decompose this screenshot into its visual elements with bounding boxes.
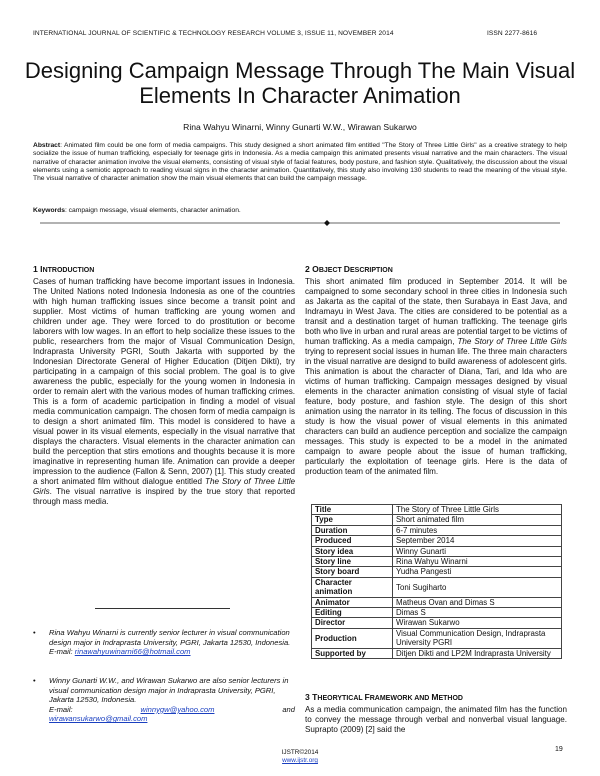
table-row [312, 557, 562, 567]
table-cell-value: 6-7 minutes [393, 525, 562, 535]
section-heading-object-description: 2 OBJECT DESCRIPTION [305, 264, 393, 274]
table-row [312, 628, 562, 648]
table-cell-role: Produced [312, 536, 393, 546]
table-row [312, 648, 562, 658]
table-cell-value: Toni Sugiharto [393, 577, 562, 597]
table-cell-role: Editing [312, 608, 393, 618]
table-cell-value: Yudha Pangesti [393, 567, 562, 577]
bullet-icon: • [33, 676, 36, 685]
keywords-label: Keywords [33, 207, 65, 214]
framework-text: As a media communication campaign, the animated film has the function to convey the message through verbal and nonverbal visual language. Suprapto (2009) [2] said the [305, 705, 567, 735]
introduction-text: Cases of human trafficking have become important issues in Indonesia. The United Nations noted Indonesia Indonesia as one of the countries with high human trafficking issues since become a transit point and supplier. Most victims of human trafficking are young women and children under age. They were forced to do prostitution or become laborers with low wages. In an effort to help socialize these issues to the public, researchers from the major of Visual Communication Design, Indraprasta University PGRI, South Jakarta with supported by the Indonesian Directorate General of Higher Education (Ditjen Dikti), try participating in a campaign of this social problem. The goal is to give awareness the public, especially for the young women in Indonesia in order to remain alert with the various modes of human trafficking crimes. This is a form of academic participation in finding a model of visual media communication campaign. The chosen form of media campaign is to design a short animated film. This model is considered to have a visual power in its visual elements, especially in the visual narrative that displays the characters. Visual elements in the character animation can build the perception that stirs emotions and thoughts because it is more imaginative in representing human life. Animation can provide a deeper impression to the audience (Fallon & Senn, 2007) [1]. This study created a short animated film without dialogue entitled The Story of Three Little Girls. The visual narrative is inspired by the true story that reported through mass media. [33, 277, 296, 507]
table-cell-role: Production [312, 628, 393, 648]
right-column [305, 264, 567, 477]
footnote-author-2: • Winny Gunarti W.W., and Wirawan Sukarwo are also senior lecturers in visual communication design major in Indraprasta University, PGRI, Jakarta 12530, Indonesia. E-mail: winnygw@yahoo.com and wirawansukarwo@gmail.com [33, 676, 295, 724]
abstract-label: Abstract [33, 142, 61, 149]
journal-header: INTERNATIONAL JOURNAL OF SCIENTIFIC & TECHNOLOGY RESEARCH VOLUME 3, ISSUE 11, NOVEMBER 2014 [33, 30, 394, 37]
table-row [312, 515, 562, 525]
table-row [312, 536, 562, 546]
table-cell-value: Winny Gunarti [393, 546, 562, 556]
footer-copyright: IJSTR©2014 [281, 749, 319, 756]
table-cell-value: Dimas S [393, 608, 562, 618]
table-row [312, 608, 562, 618]
table-cell-value: Visual Communication Design, Indraprasta University PGRI [393, 628, 562, 648]
table-row [312, 567, 562, 577]
footer-url [0, 757, 600, 764]
keywords-text: : campaign message, visual elements, character animation. [64, 207, 241, 214]
table-row [312, 525, 562, 535]
table-cell-role: Character animation [312, 577, 393, 597]
left-column [33, 264, 295, 507]
table-cell-value: Short animated film [393, 515, 562, 525]
table-cell-role: Title [312, 505, 393, 515]
table-cell-role: Duration [312, 525, 393, 535]
abstract [33, 142, 567, 183]
table-row [312, 505, 562, 515]
table-cell-value: Matheus Ovan and Dimas S [393, 597, 562, 607]
table-row [312, 577, 562, 597]
table-cell-role: Story board [312, 567, 393, 577]
object-description-text: This short animated film produced in September 2014. It will be campaigned to some secondary school in three cities in Indonesia such as Jakarta as the capital of the state, then Surabaya in East Java, and Indramayu in West Java. The cities are considered to be potential as a transit and a destination target of human trafficking. The teenage girls both who live in urban and rural areas are potential target to be victims of human trafficking. As a media campaign, The Story of Three Little Girls trying to represent social issues in human life. The three main characters in the visual narrative are designd to build awareness of adolescent girls. This animation is about the character of Diana, Tari, and Ida who are victims of human trafficking. Campaign messages designed by visual elements in the character animation consisting of visual style of facial feature, body posture, and fashion style. The design of this short animation using the narrator in its telling. The focus of discussion in this study is how the visual power of visual elements in this animated characters can build an audience perception and socialize the campaign messages. This study is expected to be a model in the animated campaign to aware people about the issue of human trafficking, particularly the exploitation of teenage girls. Here is the data of production team of the animated film. [305, 277, 567, 477]
table-cell-value: September 2014 [393, 536, 562, 546]
page-number: 19 [555, 746, 563, 753]
production-team-table [311, 504, 562, 659]
section-heading-framework: 3 THEORYTICAL FRAMEWORK AND METHOD [305, 692, 463, 702]
table-cell-value: Wirawan Sukarwo [393, 618, 562, 628]
table-cell-role: Type [312, 515, 393, 525]
table-cell-role: Story line [312, 557, 393, 567]
table-cell-role: Story idea [312, 546, 393, 556]
email-link[interactable]: winnygw@yahoo.com [140, 704, 215, 714]
keywords [33, 207, 567, 214]
table-row [312, 546, 562, 556]
table-cell-role: Animator [312, 597, 393, 607]
section-heading-introduction: 1 INTRODUCTION [33, 264, 95, 274]
bullet-icon: • [33, 628, 36, 637]
email-link[interactable]: wirawansukarwo@gmail.com [49, 714, 148, 724]
table-cell-value: Rina Wahyu Winarni [393, 557, 562, 567]
table-cell-role: Director [312, 618, 393, 628]
footnote-author-1: • Rina Wahyu Winarni is currently senior lecturer in visual communication design major in Indraprasta University, PGRI, Jakarta 12530, Indonesia. E-mail: rinawahyuwinarni66@hotmail.com [33, 628, 291, 657]
section-3 [305, 692, 567, 735]
page-title: Designing Campaign Message Through The Main Visual Elements In Character Animation [24, 58, 576, 108]
issn: ISSN 2277-8616 [487, 30, 538, 37]
email-link[interactable]: rinawahyuwinarni66@hotmail.com [74, 647, 191, 657]
table-row [312, 618, 562, 628]
table-cell-role: Supported by [312, 648, 393, 658]
footnote-divider [95, 608, 230, 609]
authors: Rina Wahyu Winarni, Winny Gunarti W.W., Wirawan Sukarwo [183, 122, 417, 132]
section-separator [0, 218, 600, 228]
table-cell-value: The Story of Three Little Girls [393, 505, 562, 515]
abstract-text: : Animated film could be one form of media campaigns. This study designed a short animated film entitled "The Story of Three Little Girls" as a creative strategy to help socialize the issue of human trafficking, especially for teenage girls in Indonesia. As a media campaign this animated presents visual narrative and the main characters. The visual narrative of character animation involve the visual elements, consisting of visual style of facial features, body posture, and fashion style. Qualitatively, the discussion about the visual elements using a semiotic approach to reading visual signs in the character animation. Quantitatively, this study also involving 130 students to read the meaning of the visual style. The visual narrative of character animation show the main visual elements that can build the campaign message. [33, 142, 567, 183]
journal-link[interactable]: www.ijstr.org [282, 757, 318, 764]
table-cell-value: Ditjen Dikti and LP2M Indraprasta University [393, 648, 562, 658]
table-row [312, 597, 562, 607]
